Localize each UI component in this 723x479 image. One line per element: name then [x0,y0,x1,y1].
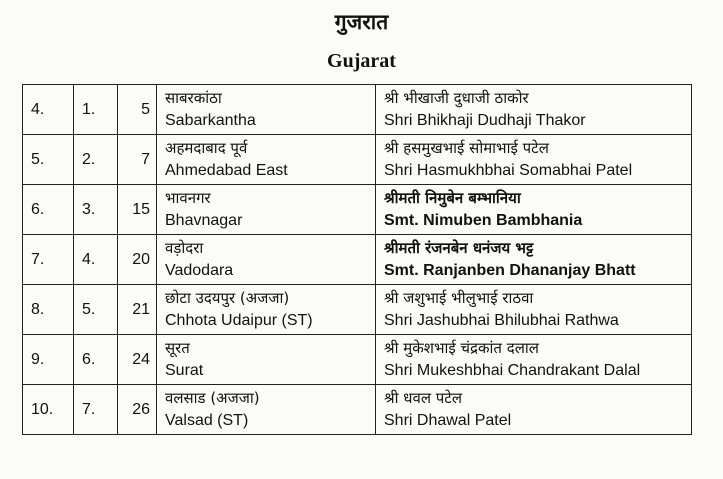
constituency-cell [157,385,376,435]
state-serial-number: 7. [82,400,96,418]
constituency-name-english: Surat [165,362,204,379]
state-serial-number: 1. [82,100,96,118]
constituency-number: 15 [132,200,150,218]
constituency-cell [157,285,376,335]
table-row [23,285,692,335]
constituency-name-hindi: वलसाड (अजजा) [165,389,260,407]
candidate-cell [376,335,692,385]
state-title-english: Gujarat [327,50,396,72]
serial-number: 4. [31,100,45,118]
serial-number: 9. [31,350,45,368]
serial-cell [23,285,74,335]
candidate-cell [376,235,692,285]
state-serial-cell [74,285,118,335]
constituency-name-hindi: छोटा उदयपुर (अजजा) [165,289,290,307]
state-serial-number: 4. [82,250,96,268]
candidate-cell [376,185,692,235]
constituency-cell [157,135,376,185]
serial-number: 5. [31,150,45,168]
candidate-cell [376,85,692,135]
candidate-name-english: Smt. Nimuben Bambhania [384,212,583,229]
candidate-cell [376,285,692,335]
table-row [23,135,692,185]
table-row [23,85,692,135]
candidate-name-hindi: श्रीमती रंजनबेन धनंजय भट्ट [384,239,534,257]
constituency-cell [157,185,376,235]
constituency-name-hindi: वड़ोदरा [165,239,204,257]
candidate-table [22,84,692,435]
candidate-name-hindi: श्री भीखाजी दुधाजी ठाकोर [384,89,529,107]
constituency-number: 24 [132,350,150,368]
constituency-cell [157,85,376,135]
serial-cell [23,135,74,185]
state-serial-number: 5. [82,300,96,318]
serial-cell [23,235,74,285]
candidate-name-english: Shri Bhikhaji Dudhaji Thakor [384,112,586,129]
constituency-number-cell [118,135,157,185]
constituency-cell [157,235,376,285]
serial-number: 7. [31,250,45,268]
candidate-name-english: Shri Mukeshbhai Chandrakant Dalal [384,362,641,379]
serial-number: 10. [31,400,54,418]
serial-cell [23,85,74,135]
state-serial-number: 3. [82,200,96,218]
constituency-name-english: Chhota Udaipur (ST) [165,312,313,329]
serial-cell [23,335,74,385]
constituency-number-cell [118,235,157,285]
state-title-hindi: गुजरात [334,10,389,34]
constituency-number-cell [118,335,157,385]
candidate-name-english: Shri Hasmukhbhai Somabhai Patel [384,162,633,179]
constituency-name-hindi: सूरत [165,339,190,357]
constituency-name-english: Vadodara [165,262,234,279]
constituency-name-hindi: भावनगर [165,189,211,207]
constituency-name-hindi: साबरकांठा [165,89,222,107]
constituency-number-cell [118,85,157,135]
constituency-number-cell [118,185,157,235]
constituency-name-hindi: अहमदाबाद पूर्व [165,139,248,157]
state-serial-cell [74,135,118,185]
constituency-name-english: Ahmedabad East [165,162,288,179]
state-serial-cell [74,385,118,435]
constituency-number-cell [118,385,157,435]
serial-cell [23,185,74,235]
candidate-name-hindi: श्री हसमुखभाई सोमाभाई पटेल [384,139,549,157]
candidate-cell [376,135,692,185]
constituency-name-english: Bhavnagar [165,212,243,229]
constituency-cell [157,335,376,385]
candidate-name-hindi: श्री जशुभाई भीलुभाई राठवा [384,289,534,307]
table-row [23,185,692,235]
state-serial-number: 6. [82,350,96,368]
table-row [23,385,692,435]
serial-cell [23,385,74,435]
table-row [23,335,692,385]
candidate-name-english: Shri Dhawal Patel [384,412,512,429]
state-serial-cell [74,185,118,235]
constituency-number: 20 [132,250,150,268]
serial-number: 8. [31,300,45,318]
constituency-name-english: Sabarkantha [165,112,256,129]
constituency-number: 21 [132,300,150,318]
constituency-number: 26 [132,400,150,418]
candidate-name-english: Smt. Ranjanben Dhananjay Bhatt [384,262,636,279]
constituency-name-english: Valsad (ST) [165,412,249,429]
state-serial-cell [74,85,118,135]
constituency-number-cell [118,285,157,335]
table-row [23,235,692,285]
candidate-name-english: Shri Jashubhai Bhilubhai Rathwa [384,312,619,329]
candidate-cell [376,385,692,435]
candidate-name-hindi: श्री धवल पटेल [384,389,463,407]
constituency-number: 5 [141,100,150,118]
candidate-name-hindi: श्रीमती निमुबेन बम्भानिया [384,189,521,207]
state-serial-cell [74,335,118,385]
state-serial-cell [74,235,118,285]
state-serial-number: 2. [82,150,96,168]
constituency-number: 7 [141,150,150,168]
candidate-table-body [23,85,692,435]
serial-number: 6. [31,200,45,218]
candidate-name-hindi: श्री मुकेशभाई चंद्रकांत दलाल [384,339,539,357]
